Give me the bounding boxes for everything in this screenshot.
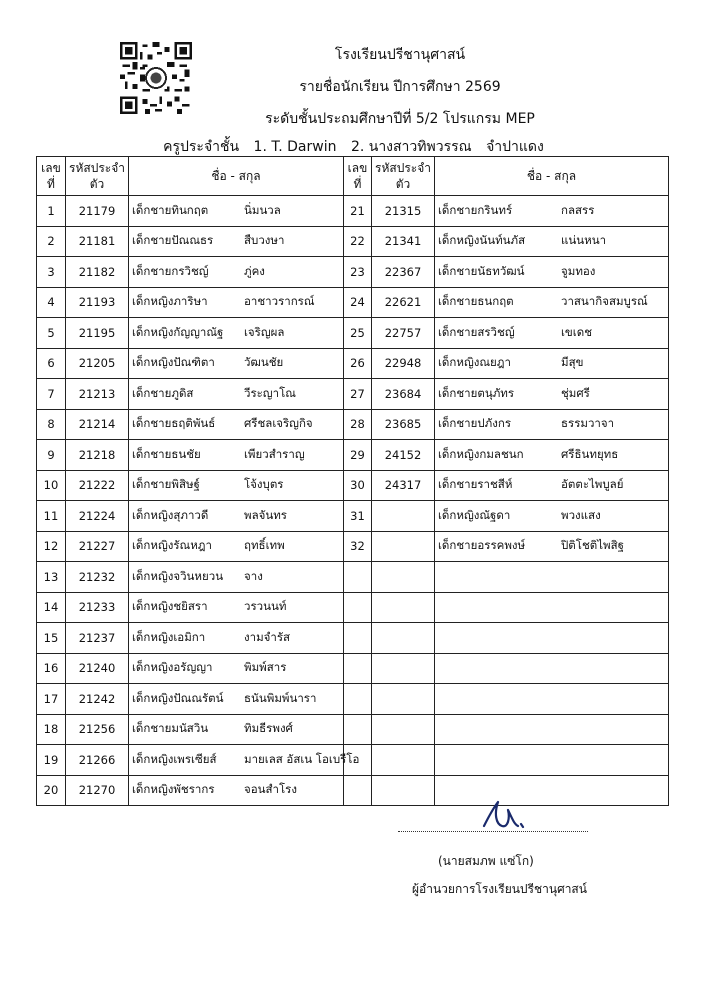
header-no-right: เลขที่ — [344, 157, 372, 196]
table-row — [37, 257, 669, 288]
student-last-name: ชุ่มศรี — [561, 385, 590, 400]
student-number: 14 — [37, 592, 66, 623]
student-first-name: เด็กชายสรวิชญ์ — [438, 324, 515, 339]
student-name-cell — [129, 684, 344, 715]
table-row — [37, 684, 669, 715]
student-last-name: ฤทธิ์เทพ — [244, 538, 285, 553]
student-number — [344, 653, 372, 684]
student-number: 8 — [37, 409, 66, 440]
student-code: 21193 — [66, 287, 129, 318]
student-first-name: เด็กชายราชสีห์ — [438, 477, 513, 492]
student-last-name: วัฒนชัย — [244, 355, 284, 370]
student-number: 25 — [344, 318, 372, 349]
student-code — [372, 562, 435, 593]
student-last-name: พิมพ์สาร — [244, 660, 287, 675]
student-last-name: พวงแสง — [561, 507, 601, 522]
student-number: 30 — [344, 470, 372, 501]
header-no-left: เลขที่ — [37, 157, 66, 196]
student-name-cell — [435, 318, 669, 349]
student-number: 21 — [344, 196, 372, 227]
student-number: 24 — [344, 287, 372, 318]
student-code: 21270 — [66, 775, 129, 806]
student-code — [372, 531, 435, 562]
table-row — [37, 623, 669, 654]
student-last-name: ธรรมวาจา — [561, 416, 615, 431]
student-code: 21266 — [66, 745, 129, 776]
student-name-cell — [435, 409, 669, 440]
table-row — [37, 501, 669, 532]
table-row — [37, 409, 669, 440]
student-name-cell — [435, 745, 669, 776]
student-code: 22367 — [372, 257, 435, 288]
student-code — [372, 745, 435, 776]
table-row — [37, 196, 669, 227]
student-first-name: เด็กชายธนกฤต — [438, 294, 514, 309]
student-last-name: ทิมธีรพงศ์ — [244, 721, 293, 736]
student-last-name: นิ่มนวล — [244, 202, 281, 217]
student-number — [344, 714, 372, 745]
student-last-name: ศรีธินทยุทธ — [561, 446, 619, 461]
student-number: 23 — [344, 257, 372, 288]
student-code: 21227 — [66, 531, 129, 562]
student-name-cell — [129, 287, 344, 318]
student-number: 27 — [344, 379, 372, 410]
student-first-name: เด็กชายภูดิส — [132, 385, 194, 400]
student-name-cell — [435, 623, 669, 654]
student-name-cell — [129, 623, 344, 654]
student-last-name: วาสนากิจสมบูรณ์ — [561, 294, 648, 309]
student-name-cell — [129, 348, 344, 379]
student-code: 23685 — [372, 409, 435, 440]
student-number: 20 — [37, 775, 66, 806]
teacher-1: 1. T. Darwin — [253, 139, 337, 155]
student-number: 17 — [37, 684, 66, 715]
student-number: 5 — [37, 318, 66, 349]
student-code — [372, 714, 435, 745]
student-first-name: เด็กหญิงภาริษา — [132, 294, 208, 309]
student-first-name: เด็กชายมนัสวิน — [132, 721, 209, 736]
student-first-name: เด็กหญิงนันท์นภัส — [438, 233, 526, 248]
student-name-cell — [435, 531, 669, 562]
class-level: ระดับชั้นประถมศึกษาปีที่ 5/2 โปรแกรม MEP — [265, 111, 535, 127]
student-first-name: เด็กชายกรินทร์ — [438, 202, 513, 217]
student-last-name: กลสรร — [561, 202, 595, 217]
student-code: 24152 — [372, 440, 435, 471]
student-number: 28 — [344, 409, 372, 440]
table-row — [37, 775, 669, 806]
student-name-cell — [435, 684, 669, 715]
student-name-cell — [129, 440, 344, 471]
student-first-name: เด็กหญิงพัชรากร — [132, 782, 215, 797]
student-code: 21181 — [66, 226, 129, 257]
signature-mark — [478, 788, 528, 836]
student-name-cell — [129, 379, 344, 410]
student-number: 13 — [37, 562, 66, 593]
student-last-name: อัตตะไพบูลย์ — [561, 477, 624, 492]
student-code: 22621 — [372, 287, 435, 318]
student-number: 15 — [37, 623, 66, 654]
student-code — [372, 623, 435, 654]
student-number — [344, 684, 372, 715]
student-number: 2 — [37, 226, 66, 257]
student-name-cell — [435, 592, 669, 623]
student-last-name: พลจันทร — [244, 507, 287, 522]
student-last-name: เจริญผล — [244, 324, 285, 339]
student-last-name: มายเลส อัสเน โอเบรีโอ — [244, 751, 360, 766]
student-code: 21179 — [66, 196, 129, 227]
student-number: 26 — [344, 348, 372, 379]
student-first-name: เด็กชายปัณณธร — [132, 233, 214, 248]
student-number: 7 — [37, 379, 66, 410]
student-code: 23684 — [372, 379, 435, 410]
student-code: 24317 — [372, 470, 435, 501]
student-name-cell — [435, 470, 669, 501]
student-last-name: มีสุข — [561, 355, 584, 370]
student-last-name: แน่นหนา — [561, 233, 607, 248]
student-code: 21237 — [66, 623, 129, 654]
student-code — [372, 501, 435, 532]
student-code: 21205 — [66, 348, 129, 379]
student-first-name: เด็กชายธนชัย — [132, 446, 201, 461]
student-first-name: เด็กหญิงสุภาวดี — [132, 507, 209, 522]
student-first-name: เด็กหญิงเพรเซียส์ — [132, 751, 217, 766]
student-code: 21182 — [66, 257, 129, 288]
student-code: 21195 — [66, 318, 129, 349]
student-last-name: โจ้งบุตร — [244, 477, 284, 492]
header-code-right: รหัสประจำตัว — [372, 157, 435, 196]
student-first-name: เด็กชายปภังกร — [438, 416, 511, 431]
student-first-name: เด็กหญิงจวินหยวน — [132, 568, 224, 583]
student-last-name: จาง — [244, 568, 263, 583]
student-last-name: สืบวงษา — [244, 233, 285, 248]
table-row — [37, 714, 669, 745]
student-first-name: เด็กหญิงปัณฑิตา — [132, 355, 215, 370]
table-row — [37, 226, 669, 257]
table-header-row — [37, 157, 669, 196]
student-name-cell — [129, 257, 344, 288]
table-row — [37, 592, 669, 623]
student-code: 21218 — [66, 440, 129, 471]
student-name-cell — [435, 348, 669, 379]
student-name-cell — [129, 592, 344, 623]
student-code: 21315 — [372, 196, 435, 227]
student-name-cell — [435, 501, 669, 532]
student-name-cell — [435, 226, 669, 257]
student-first-name: เด็กชายทินกฤต — [132, 202, 209, 217]
student-first-name: เด็กชายกรวิชญ์ — [132, 263, 209, 278]
student-code: 21213 — [66, 379, 129, 410]
student-code: 21233 — [66, 592, 129, 623]
student-code: 21224 — [66, 501, 129, 532]
student-name-cell — [129, 531, 344, 562]
student-number: 29 — [344, 440, 372, 471]
teachers-line — [0, 136, 707, 158]
header-name-left: ชื่อ - สกุล — [129, 157, 344, 196]
student-name-cell — [129, 653, 344, 684]
student-code: 22948 — [372, 348, 435, 379]
student-name-cell — [129, 562, 344, 593]
student-name-cell — [129, 470, 344, 501]
student-name-cell — [129, 745, 360, 776]
student-last-name: ศรีชลเจริญกิจ — [244, 416, 313, 431]
student-name-cell — [435, 775, 669, 806]
document-title: รายชื่อนักเรียน ปีการศึกษา 2569 — [299, 79, 501, 95]
student-name-cell — [129, 501, 344, 532]
header-code-left: รหัสประจำตัว — [66, 157, 129, 196]
student-name-cell — [435, 257, 669, 288]
student-first-name: เด็กหญิงกัญญาณัฐ — [132, 324, 224, 339]
student-number: 18 — [37, 714, 66, 745]
student-first-name: เด็กหญิงเอมิกา — [132, 629, 206, 644]
signatory-name: (นายสมภพ แซ่โก) — [438, 854, 534, 868]
student-first-name: เด็กหญิงกมลชนก — [438, 446, 524, 461]
student-last-name: จอนสำโรง — [244, 782, 297, 797]
student-first-name: เด็กชายธฤติพันธ์ — [132, 416, 216, 431]
student-number: 22 — [344, 226, 372, 257]
student-first-name: เด็กหญิงณยฎา — [438, 355, 511, 370]
student-name-cell — [129, 714, 344, 745]
student-code — [372, 592, 435, 623]
student-number — [344, 775, 372, 806]
student-first-name: เด็กหญิงอรัญญา — [132, 660, 213, 675]
signature-line — [398, 831, 588, 832]
student-name-cell — [435, 196, 669, 227]
student-code — [372, 684, 435, 715]
student-number — [344, 592, 372, 623]
student-number: 19 — [37, 745, 66, 776]
student-number: 1 — [37, 196, 66, 227]
student-name-cell — [435, 653, 669, 684]
table-row — [37, 348, 669, 379]
student-first-name: เด็กชายตนุภัทร — [438, 385, 515, 400]
student-code: 21242 — [66, 684, 129, 715]
student-name-cell — [129, 318, 344, 349]
student-number: 9 — [37, 440, 66, 471]
student-number: 4 — [37, 287, 66, 318]
student-table — [36, 156, 669, 806]
student-number: 10 — [37, 470, 66, 501]
student-first-name: เด็กหญิงรัณหฎา — [132, 538, 212, 553]
signatory-title: ผู้อำนวยการโรงเรียนปรีชานุศาสน์ — [412, 882, 587, 896]
student-first-name: เด็กชายอรรคพงษ์ — [438, 538, 526, 553]
student-last-name: จูมทอง — [561, 263, 596, 278]
student-name-cell — [129, 196, 344, 227]
student-first-name: เด็กชายนัธทวัฒน์ — [438, 263, 525, 278]
student-name-cell — [435, 379, 669, 410]
student-code: 21341 — [372, 226, 435, 257]
table-row — [37, 470, 669, 501]
header-name-right: ชื่อ - สกุล — [435, 157, 669, 196]
student-first-name: เด็กหญิงปัณณรัตน์ — [132, 690, 224, 705]
student-code — [372, 775, 435, 806]
teacher-2: 2. นางสาวทิพวรรณ — [350, 139, 472, 155]
student-last-name: ธนันพิมพ์นารา — [244, 690, 317, 705]
student-number — [344, 623, 372, 654]
student-number: 16 — [37, 653, 66, 684]
student-code: 21214 — [66, 409, 129, 440]
table-row — [37, 745, 669, 776]
student-last-name: วรวนนท์ — [244, 599, 287, 614]
student-name-cell — [435, 287, 669, 318]
student-name-cell — [435, 714, 669, 745]
student-name-cell — [129, 226, 344, 257]
student-last-name: วีระญาโณ — [244, 385, 296, 400]
teacher-2-lastname: จำปาแดง — [486, 139, 544, 155]
student-first-name: เด็กหญิงณัฐดา — [438, 507, 511, 522]
student-number — [344, 562, 372, 593]
student-code: 21240 — [66, 653, 129, 684]
table-row — [37, 287, 669, 318]
student-name-cell — [129, 409, 344, 440]
table-row — [37, 440, 669, 471]
student-code: 21256 — [66, 714, 129, 745]
student-number: 11 — [37, 501, 66, 532]
student-name-cell — [129, 775, 344, 806]
student-number: 32 — [344, 531, 372, 562]
table-row — [37, 653, 669, 684]
student-last-name: ภู่คง — [244, 263, 265, 278]
student-last-name: งามจำรัส — [244, 629, 291, 644]
student-last-name: อาชาวรากรณ์ — [244, 294, 315, 309]
student-first-name: เด็กชายพิสิษฐ์ — [132, 477, 200, 492]
student-code: 21222 — [66, 470, 129, 501]
table-row — [37, 562, 669, 593]
student-number: 31 — [344, 501, 372, 532]
table-row — [37, 379, 669, 410]
student-first-name: เด็กหญิงชยิสรา — [132, 599, 208, 614]
student-number: 6 — [37, 348, 66, 379]
student-code: 22757 — [372, 318, 435, 349]
school-name: โรงเรียนปรีชานุศาสน์ — [334, 47, 466, 63]
student-number: 12 — [37, 531, 66, 562]
table-row — [37, 531, 669, 562]
student-last-name: เพียวสำราญ — [244, 446, 305, 461]
teacher-label: ครูประจำชั้น — [163, 139, 240, 155]
student-name-cell — [435, 562, 669, 593]
student-number: 3 — [37, 257, 66, 288]
student-code: 21232 — [66, 562, 129, 593]
student-name-cell — [435, 440, 669, 471]
student-code — [372, 653, 435, 684]
student-last-name: เขเดช — [561, 324, 592, 339]
student-last-name: ปิติโชติไพสิฐ — [561, 538, 624, 553]
table-row — [37, 318, 669, 349]
